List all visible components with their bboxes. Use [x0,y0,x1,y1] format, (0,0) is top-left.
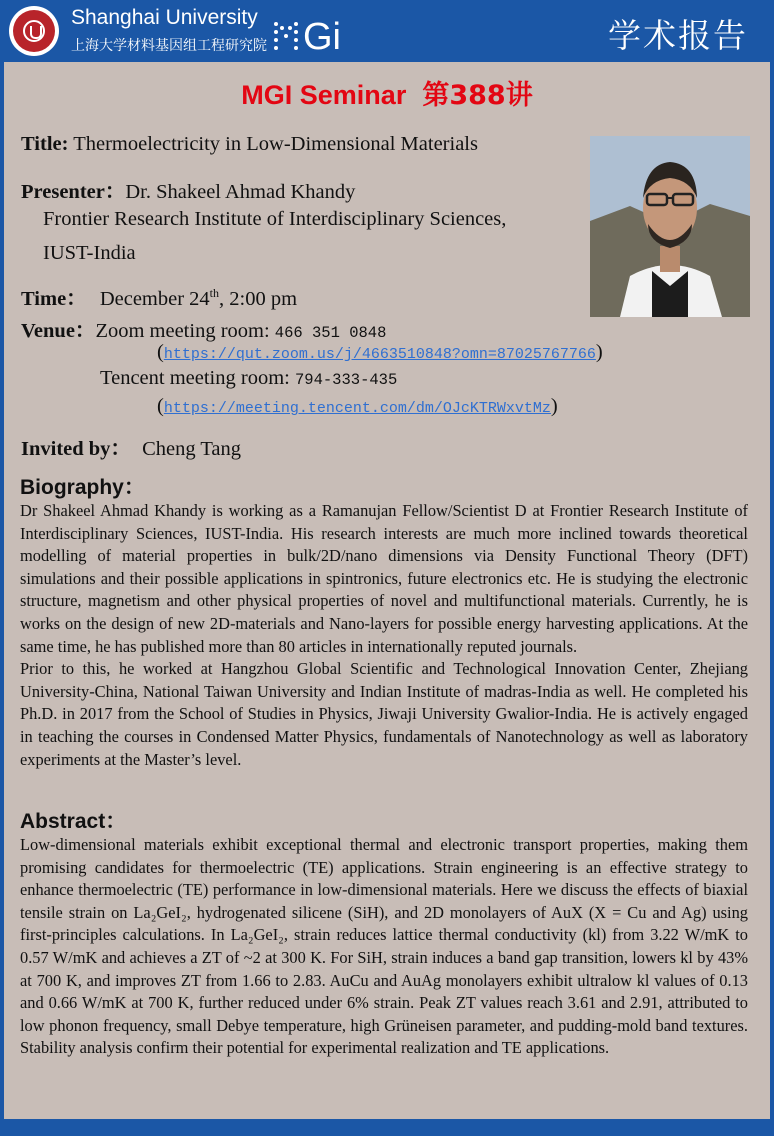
biography-paragraph-1: Dr Shakeel Ahmad Khandy is working as a Ramanujan Fellow/Scientist D at Frontier Research Institute of Interdisciplinary Sciences, IUST-India. His research interests are much more inclined towards theoretical modelling of material properties in bulk/2D/nano dimensions via Density Functional Theory (DFT) simulations and their possible applications in spintronics, future electronics etc. He is studying the electronic structure, magnetism and other physical properties of novel and multifunctional materials. Currently, he is works on the design of new 2D-materials and Nano-layers for possible energy harvesting applications. At the same time, he has published more than 80 articles in internationally reputed journals. [20,501,748,656]
time-day: December 24 [99,288,210,310]
affiliation-line-2: IUST-India [43,242,136,264]
tencent-label: Tencent meeting room: [100,367,295,389]
time-row [21,281,297,311]
presenter-photo [590,136,750,317]
university-name-cn: 上海大学材料基因组工程研究院 [71,38,267,54]
biography-heading: Biography： [20,476,145,499]
tencent-link-row [157,395,558,418]
report-title: 学术报告 [608,16,748,55]
affiliation-line-1: Frontier Research Institute of Interdisciplinary Sciences, [43,208,507,230]
title-label: Title: [21,133,69,155]
zoom-link[interactable]: https://qut.zoom.us/j/4663510848?omn=87025767766 [163,346,596,363]
presenter-row [21,174,355,204]
time-rest: , 2:00 pm [219,288,298,310]
tencent-row [100,367,397,390]
abstract-heading: Abstract： [20,810,127,833]
biography-text [20,500,748,771]
tencent-meeting-id: 794-333-435 [294,371,398,389]
time-sup: th [209,286,220,301]
footer-bar [0,1119,774,1136]
paren-open: ( [157,395,164,417]
presenter-portrait-icon [590,136,750,317]
zoom-link-row [157,341,603,364]
talk-title: Thermoelectricity in Low-Dimensional Materials [73,133,478,155]
time-label: Time： [21,288,87,310]
tencent-link[interactable]: https://meeting.tencent.com/dm/OJcKTRWxvtMz [163,400,551,417]
venue-row [21,313,386,343]
presenter-label: Presenter： [21,181,126,203]
abstract-paragraph: Low-dimensional materials exhibit exceptional thermal and electronic transport properties, making them promising candidates for thermoelectric (TE) applications. Strain engineering is an effective strategy to enhance thermoelectric (TE) performance in low-dimensional materials. Here we discuss the effects of biaxial tensile strain on La₂GeI₂, hydrogenated silicene (SiH), and 2D monolayers of AuX (X = Cu and Ag) using first-principles calculations. In La₂GeI₂, strain reduces lattice thermal conductivity (kl) from 3.22 W/mK to 0.57 W/mK and achieves a ZT of ~2 at 300 K. For SiH, strain induces a band gap transition, lowers kl by 43% at 700 K, and improves ZT from 1.66 to 2.83. AuCu and AuAg monolayers exhibit ultralow kl values of 0.13 and 0.66 W/mK at 700 K, further reduced under 6% strain. Peak ZT values reach 3.61 and 2.91, attributed to low phonon frequency, small Debye temperature, high Grüneisen parameter, and pudding-mold band textures. Stability analysis confirm their potential for experimental realization and TE applications. [20,835,748,1058]
presenter-name: Dr. Shakeel Ahmad Khandy [125,181,356,203]
svg-text:Gi: Gi [303,16,341,52]
title-row [21,133,478,156]
seminar-title-en: MGI Seminar [241,80,407,110]
seminar-heading [0,73,774,112]
university-name-en: Shanghai University [71,6,258,29]
header-bar [0,0,774,62]
invited-label: Invited by： [21,438,131,460]
venue-label: Venue： [21,320,96,342]
zoom-label: Zoom meeting room: [95,320,275,342]
paren-close: ) [550,395,558,417]
invited-row [21,431,241,461]
biography-paragraph-2: Prior to this, he worked at Hangzhou Global Scientific and Technological Innovation Center, Zhejiang University-China, National Taiwan University and Indian Institute of madras-India as well. He completed his Ph.D. in 2017 from the School of Studies in Physics, Jiwaji University Gwalior-India. He is actively engaged in teaching the courses in Condensed Matter Physics, fundamentals of Nanotechnology as well as laboratory experiments at the Master’s level. [20,659,748,769]
seminar-number-cn: 第388讲 [422,80,533,111]
mgi-logo-icon [273,12,363,52]
paren-open: ( [157,341,164,363]
university-seal-icon [9,6,59,56]
paren-close: ) [595,341,603,363]
zoom-meeting-id: 466 351 0848 [274,324,387,342]
abstract-text [20,834,748,1060]
invited-by-name: Cheng Tang [142,438,242,460]
